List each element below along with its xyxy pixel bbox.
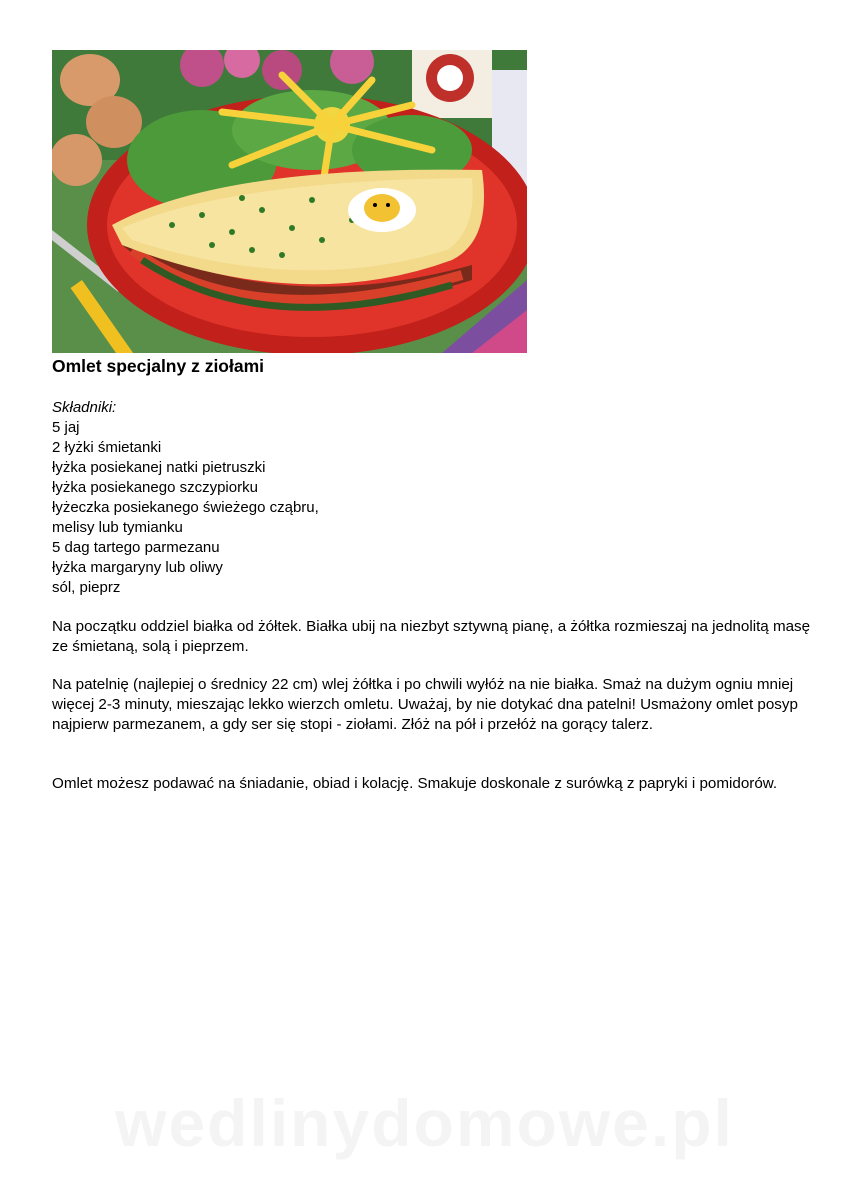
ingredient-item: sól, pieprz — [52, 579, 121, 596]
ingredient-item: łyżka margaryny lub oliwy — [52, 559, 223, 576]
ingredient-item: łyżeczka posiekanego świeżego cząbru, — [52, 499, 319, 516]
instruction-paragraph-2: Na patelnię (najlepiej o średnicy 22 cm) wlej żółtka i po chwili wyłóż na nie białka. Smaż na dużym ogniu mniej więcej 2-3 minuty, mieszając lekko wierzch omletu. Uważaj, by nie dotykać dna patelni! Usmażony omlet posyp najpierw parmezanem, a gdy ser się stopi - ziołami. Złóż na pół i przełóż na gorący talerz. — [52, 676, 798, 733]
ingredient-item: łyżka posiekanej natki pietruszki — [52, 459, 266, 476]
recipe-title: Omlet specjalny z ziołami — [52, 356, 265, 376]
ingredient-item: 5 dag tartego parmezanu — [52, 539, 220, 556]
site-watermark: wedlinydomowe.pl — [115, 1086, 734, 1160]
ingredient-item: melisy lub tymianku — [52, 519, 183, 536]
ingredient-item: 5 jaj — [52, 419, 80, 436]
serving-paragraph: Omlet możesz podawać na śniadanie, obiad i kolację. Smakuje doskonale z surówką z papryki i pomidorów. — [52, 775, 778, 792]
ingredients-heading: Składniki: — [52, 399, 117, 416]
ingredient-item: 2 łyżki śmietanki — [52, 439, 162, 456]
ingredients-list — [52, 398, 319, 598]
omelette-plate-illustration — [52, 50, 527, 353]
recipe-photo — [52, 50, 527, 353]
instruction-paragraph-1: Na początku oddziel białka od żółtek. Białka ubij na niezbyt sztywną pianę, a żółtka rozmieszaj na jednolitą masę ze śmietaną, solą i pieprzem. — [52, 618, 811, 655]
ingredient-item: łyżka posiekanego szczypiorku — [52, 479, 258, 496]
